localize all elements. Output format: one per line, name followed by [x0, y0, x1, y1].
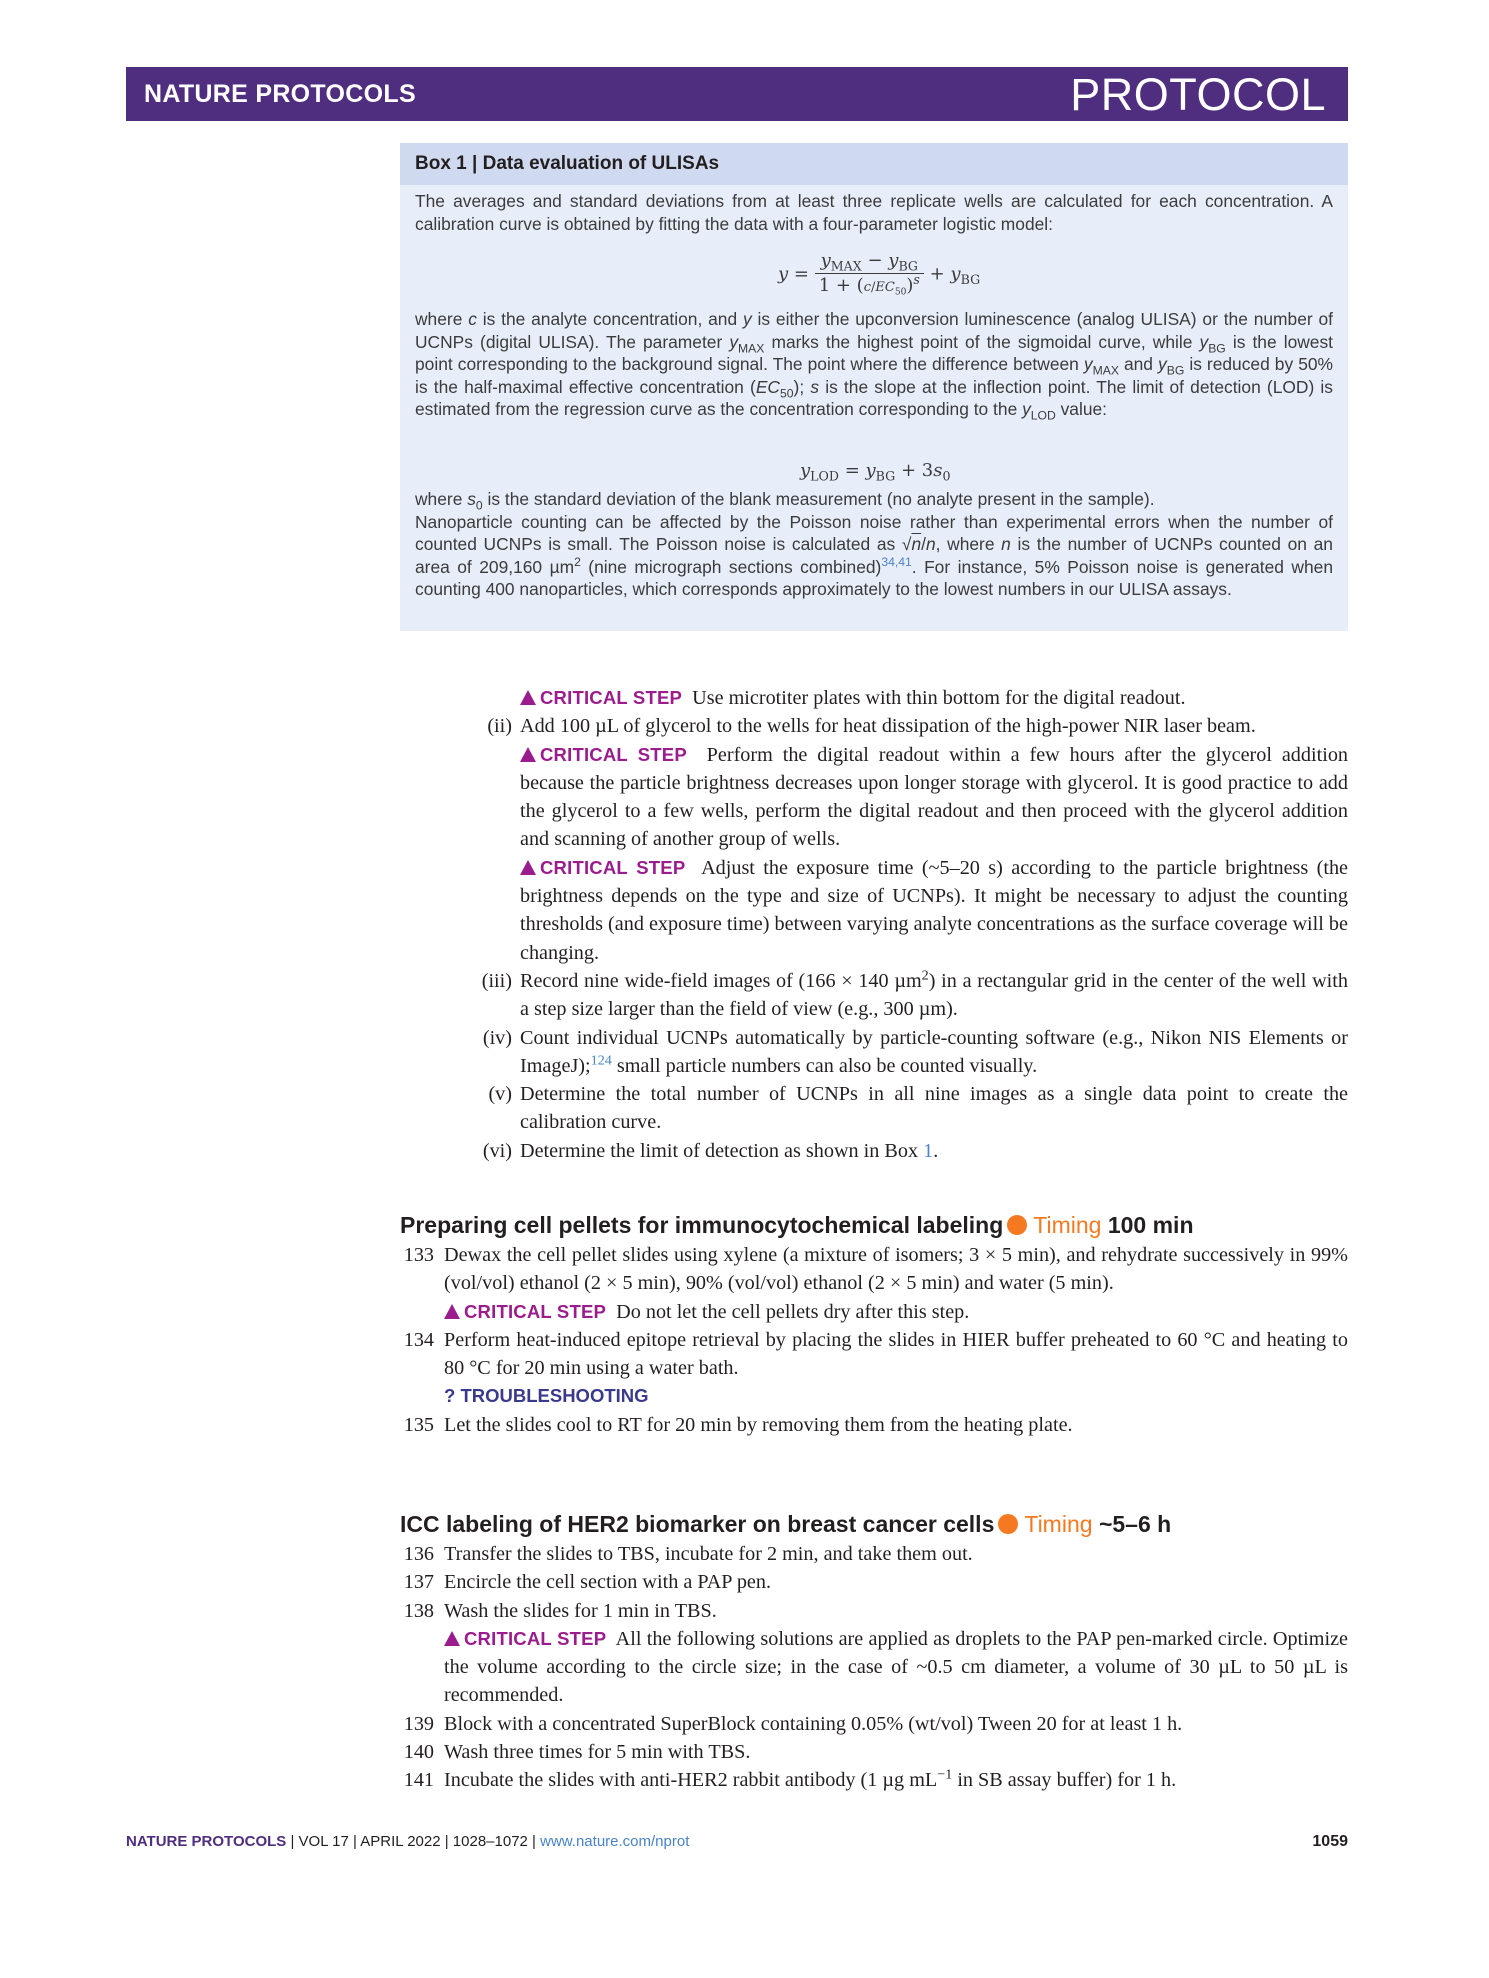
- page-footer: [126, 1833, 1348, 1850]
- area-value: 209,160: [479, 556, 543, 577]
- step-iii: (iii) Record nine wide-field images of (166 × 140 µm$^2$) in a rectangular grid in the center of the well with a step size larger than the field of view (e.g., 300 µm).: [400, 967, 1348, 1024]
- step-iv: (iv) Count individual UCNPs automatically by particle-counting software (e.g., Nikon NIS Elements or ImageJ);$^{124}$ small particle numbers can also be counted visually.: [400, 1024, 1348, 1081]
- footer-meta: | VOL 17 | APRIL 2022 | 1028–1072 |: [286, 1833, 541, 1850]
- step-141: 141 Incubate the slides with anti-HER2 rabbit antibody (1 µg $mL^{-1}$ in SB assay buffer) for 1 h.: [400, 1766, 1348, 1794]
- step-vi: (vi) Determine the limit of detection as shown in Box 1.: [400, 1137, 1348, 1165]
- step-number: 135: [403, 1413, 434, 1436]
- step-number: 138: [403, 1599, 434, 1622]
- step-136: 136 Transfer the slides to TBS, incubate for 2 min, and take them out.: [400, 1540, 1348, 1568]
- critical-step: CRITICAL STEP Use microtiter plates with thin bottom for the digital readout.: [400, 684, 1348, 712]
- sections-text: nine micrograph sections combined: [594, 556, 876, 577]
- timing-clock-icon: [998, 1514, 1018, 1534]
- step-138: 138 Wash the slides for 1 min in TBS.: [400, 1597, 1348, 1625]
- steps-part-a: [400, 684, 1348, 1165]
- step-number: 141: [403, 1769, 434, 1792]
- logistic-formula: y = $\frac{y_{MAX} - y_{BG}}{1 + (c/EC_{50})^s}$ + $y_{BG}$: [778, 250, 981, 298]
- step-137: 137 Encircle the cell section with a PAP pen.: [400, 1568, 1348, 1596]
- section-heading: ICC labeling of HER2 biomarker on breast cancer cells Timing ~5–6 h: [400, 1511, 1172, 1537]
- step-number: 140: [403, 1741, 434, 1764]
- section-heading: Preparing cell pellets for immunocytochemical labeling Timing 100 min: [400, 1212, 1194, 1238]
- step-number: 134: [403, 1328, 434, 1351]
- lod-formula: $y_{LOD} = y_{BG} + 3s_0$: [800, 460, 951, 484]
- box-title-bar: [400, 143, 1348, 185]
- critical-step: CRITICAL STEP Adjust the exposure time (~5–20 s) according to the particle brightness (the brightness depends on the type and size of UCNPs). It might be necessary to adjust the counting thresholds (and exposure time) between varying analyte concentrations as the surface coverage will be changing.: [520, 856, 1349, 964]
- step-number: 136: [403, 1543, 434, 1565]
- critical-step: CRITICAL STEP Perform the digital readout within a few hours after the glycerol addition because the particle brightness decreases upon longer storage with glycerol. It is good practice to add the glycerol to a few wells, perform the digital readout and then proceed with the glycerol addition and scanning of another group of wells.: [520, 743, 1349, 851]
- journal-name: NATURE PROTOCOLS: [144, 80, 416, 108]
- warning-triangle-icon: [520, 860, 536, 875]
- troubleshooting-link[interactable]: ? TROUBLESHOOTING: [444, 1385, 649, 1407]
- journal-header-bar: [126, 67, 1348, 121]
- step-number: (v): [488, 1083, 512, 1106]
- critical-step: CRITICAL STEP All the following solutions are applied as droplets to the PAP pen-marked circle. Optimize the volume according to the circle size; in the case of ~0.5 cm diameter, a volume of 30 µL to 50 µL is recommended.: [444, 1627, 1349, 1707]
- citation[interactable]: 34,41: [881, 554, 912, 569]
- citation[interactable]: 124: [590, 1052, 612, 1069]
- box-1: [400, 143, 1348, 631]
- warning-triangle-icon: [444, 1631, 460, 1646]
- step-ii: (ii) Add 100 µL of glycerol to the wells for heat dissipation of the high-power NIR laser beam.: [400, 712, 1348, 740]
- box-title: Box 1 | Data evaluation of ULISAs: [415, 153, 720, 174]
- step-v: (v) Determine the total number of UCNPs in all nine images as a single data point to create the calibration curve.: [400, 1080, 1348, 1137]
- steps-section-1: [400, 1241, 1348, 1439]
- step-number: (iii): [481, 969, 512, 992]
- step-number: (iv): [482, 1026, 512, 1049]
- box-lod-text: where $s_0$ is the standard deviation of the blank measurement (no analyte present in the sample). Nanoparticle counting can be affected by the Poisson noise rather than experimental errors when the number of counted UCNPs is small. The Poisson noise is calculated as √n/n, where n is the number of UCNPs counted on an area of 209,160 µm$^2$ (nine micrograph sections combined)$^{34,41}$. For instance, 5% Poisson noise is generated when counting 400 nanoparticles, which corresponds approximately to the lowest numbers in our ULISA assays.: [415, 489, 1333, 600]
- article-type: PROTOCOL: [1070, 69, 1326, 120]
- warning-triangle-icon: [520, 747, 536, 762]
- step-number: (vi): [482, 1139, 512, 1162]
- timing-clock-icon: [1007, 1215, 1027, 1235]
- box-definitions: where c is the analyte concentration, and y is either the upconversion luminescence (analog ULISA) or the number of UCNPs (digital ULISA). The parameter $y_{MAX}$ marks the highest point of the sigmoidal curve, while $y_{BG}$ is the lowest point corresponding to the background signal. The point where the difference between $y_{MAX}$ and $y_{BG}$ is reduced by 50% is the half-maximal effective concentration $(EC_{50})$; s is the slope at the inflection point. The limit of detection (LOD) is estimated from the regression curve as the concentration corresponding to the $y_{LOD}$ value:: [415, 309, 1334, 423]
- step-number: 133: [403, 1244, 434, 1266]
- step-133: 133 Dewax the cell pellet slides using xylene (a mixture of isomers; 3 × 5 min), and rehydrate successively in 99% (vol/vol) ethanol (2 × 5 min), 90% (vol/vol) ethanol (2 × 5 min) and water (5 min).: [400, 1241, 1348, 1298]
- warning-triangle-icon: [520, 690, 536, 705]
- box-intro: The averages and standard deviations from at least three replicate wells are calculated for each concentration. A calibration curve is obtained by fitting the data with a four-parameter logistic model:: [415, 191, 1333, 234]
- footer-journal: NATURE PROTOCOLS: [126, 1833, 287, 1850]
- box-link[interactable]: 1: [923, 1139, 934, 1162]
- step-number: 137: [403, 1571, 434, 1594]
- steps-section-2: [400, 1540, 1348, 1795]
- footer-url[interactable]: www.nature.com/nprot: [540, 1833, 690, 1850]
- page-number: 1059: [1312, 1833, 1348, 1850]
- critical-step: CRITICAL STEP Do not let the cell pellets dry after this step.: [400, 1298, 1348, 1326]
- step-140: 140 Wash three times for 5 min with TBS.: [400, 1738, 1348, 1766]
- warning-triangle-icon: [444, 1304, 460, 1319]
- step-number: 139: [403, 1712, 434, 1735]
- step-135: 135 Let the slides cool to RT for 20 min by removing them from the heating plate.: [400, 1411, 1348, 1439]
- step-number: (ii): [487, 715, 512, 738]
- step-139: 139 Block with a concentrated SuperBlock containing 0.05% (wt/vol) Tween 20 for at least 1 h.: [400, 1710, 1348, 1738]
- poisson-example: For instance, 5% Poisson noise is generated when counting 400 nanoparticles, which corresponds approximately to the lowest numbers in our ULISA assays.: [415, 556, 1333, 600]
- step-134: 134 Perform heat-induced epitope retrieval by placing the slides in HIER buffer preheated to 60 °C and heating to 80 °C for 20 min using a water bath.: [400, 1326, 1348, 1383]
